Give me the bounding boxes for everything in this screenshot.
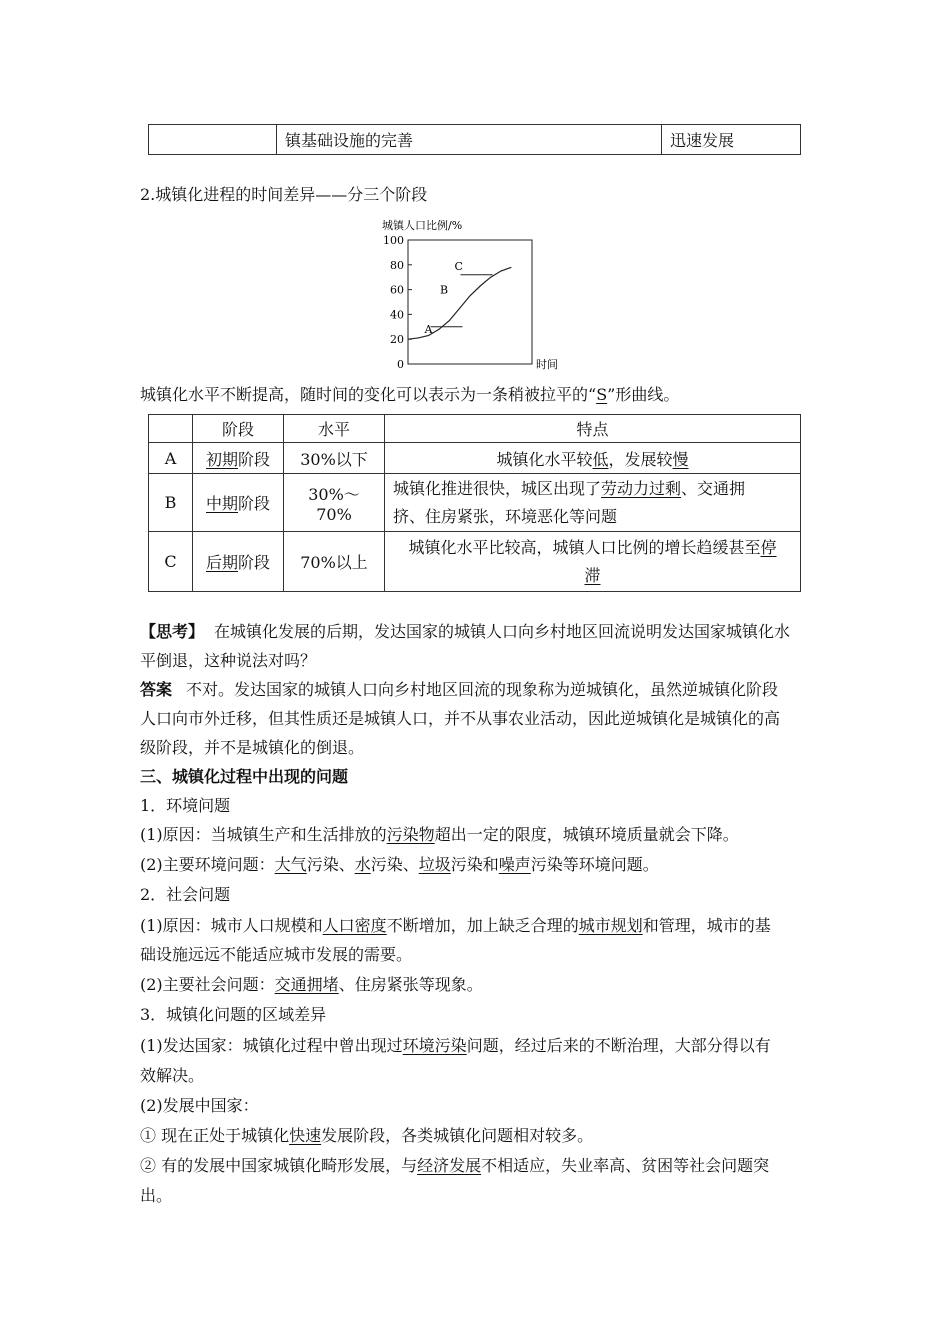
think-label: 【思考】 [140,622,205,641]
stage-id: C [149,532,193,592]
stage-level: 70%以上 [284,532,385,592]
y-tick-label: 80 [390,258,404,272]
env-title: 1．环境问题 [140,796,231,815]
answer-line-1: 答案 不对。发达国家的城镇人口向乡村地区回流的现象称为逆城镇化，虽然逆城镇化阶段 [140,680,779,699]
social-title: 2．社会问题 [140,885,231,904]
developed-line-2: 效解决。 [140,1066,205,1085]
stage-feature: 城镇化水平比较高，城镇人口比例的增长趋缓甚至停 滞 [385,532,801,592]
top-table [148,124,801,155]
developing-item-2-line-2: 出。 [140,1186,173,1205]
s-curve-underlined: S [596,385,608,404]
y-tick-label: 20 [390,333,404,347]
s-curve-line [408,267,511,339]
developing-item-1: ① 现在正处于城镇化快速发展阶段，各类城镇化问题相对较多。 [140,1126,594,1145]
table-row [149,443,801,474]
chart-frame [408,240,532,364]
chart-ylabel: 城镇人口比例/% [382,219,463,232]
y-tick-label: 100 [383,234,404,247]
section3-title: 三、城镇化过程中出现的问题 [140,767,349,786]
top-table-cell-right: 迅速发展 [662,125,801,155]
top-table-cell-mid: 镇基础设施的完善 [277,125,662,155]
env-main: (2)主要环境问题：大气污染、水污染、垃圾污染和噪声污染等环境问题。 [140,855,659,874]
stage-name: 中期阶段 [193,474,284,532]
stage-label-B: B [440,283,449,297]
stage-label-A: A [424,323,433,336]
stage-label-C: C [454,259,463,273]
header-cell [149,415,193,443]
regional-title: 3．城镇化问题的区域差异 [140,1005,327,1024]
think-line-1: 【思考】 在城镇化发展的后期，发达国家的城镇人口向乡村地区回流说明发达国家城镇化水 [140,622,791,641]
section2-title: 2.城镇化进程的时间差异——分三个阶段 [140,185,428,204]
y-tick-label: 60 [390,283,404,297]
stage-name: 后期阶段 [193,532,284,592]
header-cell: 阶段 [193,415,284,443]
developed-line-1: (1)发达国家：城镇化过程中曾出现过环境污染问题，经过后来的不断治理，大部分得以有 [140,1036,771,1055]
stage-name: 初期阶段 [193,443,284,474]
top-table-cell-left [149,125,277,155]
social-main: (2)主要社会问题：交通拥堵、住房紧张等现象。 [140,975,483,994]
header-cell: 水平 [284,415,385,443]
social-cause-1: (1)原因：城市人口规模和人口密度不断增加，加上缺乏合理的城市规划和管理，城市的基 [140,916,771,935]
developing-item-2-line-1: ② 有的发展中国家城镇化畸形发展，与经济发展不相适应，失业率高、贫困等社会问题突 [140,1156,770,1175]
table-row [149,474,801,532]
developing-title: (2)发展中国家： [140,1096,259,1115]
answer-line-2: 人口向市外迁移，但其性质还是城镇人口，并不从事农业活动，因此逆城镇化是城镇化的高 [140,709,781,728]
stage-feature: 城镇化推进很快，城区出现了劳动力过剩、交通拥 挤、住房紧张，环境恶化等问题 [385,474,801,532]
header-cell: 特点 [385,415,801,443]
stage-table-header [149,415,801,443]
think-line-2: 平倒退，这种说法对吗？ [140,651,317,670]
s-curve-text-after: ”形曲线。 [607,385,680,404]
urbanization-s-curve-chart [360,212,580,372]
y-tick-label: 40 [390,308,404,322]
table-row [149,532,801,592]
s-curve-sentence [140,380,810,409]
social-cause-2: 础设施远远不能适应城市发展的需要。 [140,945,413,964]
y-tick-label: 0 [397,358,404,371]
stage-level: 30%以下 [284,443,385,474]
answer-label: 答案 [140,680,173,699]
env-cause: (1)原因：当城镇生产和生活排放的污染物超出一定的限度，城镇环境质量就会下降。 [140,825,739,844]
answer-line-3: 级阶段，并不是城镇化的倒退。 [140,738,365,757]
stage-feature: 城镇化水平较低，发展较慢 [385,443,801,474]
stage-id: A [149,443,193,474]
stage-level: 30%～70% [284,474,385,532]
s-curve-text-before: 城镇化水平不断提高，随时间的变化可以表示为一条稍被拉平的“ [140,385,597,404]
stage-table [148,414,801,592]
stage-id: B [149,474,193,532]
chart-xlabel: 时间 [536,358,558,371]
